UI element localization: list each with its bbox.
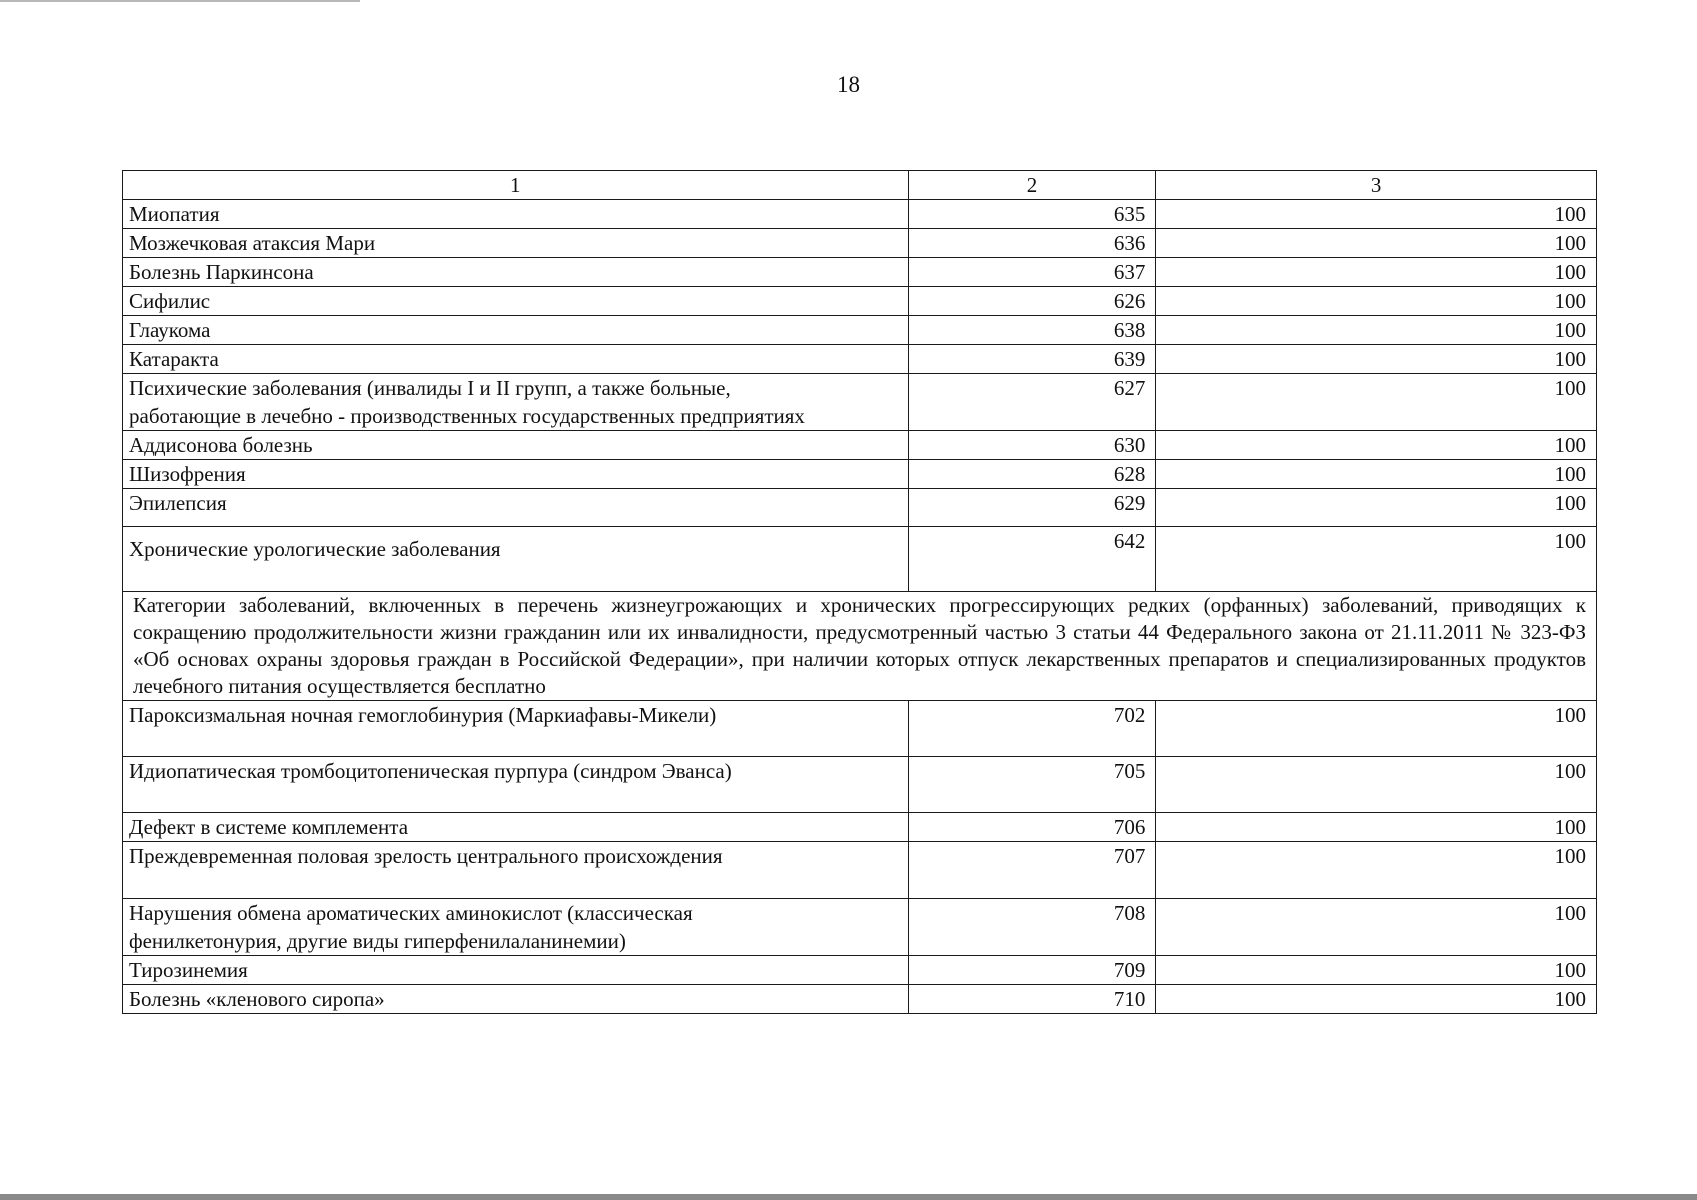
disease-code: 628 bbox=[908, 460, 1156, 489]
percent-value: 100 bbox=[1156, 345, 1597, 374]
percent-value: 100 bbox=[1156, 956, 1597, 985]
disease-name: Нарушения обмена ароматических аминокислот (классическая фенилкетонурия, другие виды гиперфенилаланинемии) bbox=[123, 899, 909, 956]
percent-value: 100 bbox=[1156, 899, 1597, 956]
percent-value: 100 bbox=[1156, 258, 1597, 287]
disease-name: Аддисонова болезнь bbox=[123, 431, 909, 460]
disease-name: Болезнь Паркинсона bbox=[123, 258, 909, 287]
disease-name: Преждевременная половая зрелость центрального происхождения bbox=[123, 842, 909, 899]
table-row bbox=[123, 374, 1597, 431]
category-description: Категории заболеваний, включенных в перечень жизнеугрожающих и хронических прогрессирующих редких (орфанных) заболеваний, приводящих к сокращению продолжительности жизни гражданин или их инвалидности, предусмотренный частью 3 статьи 44 Федерального закона от 21.11.2011 № 323-ФЗ «Об основах охраны здоровья граждан в Российской Федерации», при наличии которых отпуск лекарственных препаратов и специализированных продуктов лечебного питания осуществляется бесплатно bbox=[123, 592, 1597, 701]
disease-code: 627 bbox=[908, 374, 1156, 431]
table-row bbox=[123, 813, 1597, 842]
percent-value: 100 bbox=[1156, 229, 1597, 258]
percent-value: 100 bbox=[1156, 701, 1597, 757]
disease-name: Мозжечковая атаксия Мари bbox=[123, 229, 909, 258]
percent-value: 100 bbox=[1156, 374, 1597, 431]
disease-name: Сифилис bbox=[123, 287, 909, 316]
table-row bbox=[123, 460, 1597, 489]
scan-top-edge bbox=[0, 0, 360, 2]
column-header-1: 1 bbox=[123, 171, 909, 200]
disease-name: Хронические урологические заболевания bbox=[123, 527, 909, 592]
disease-name: Эпилепсия bbox=[123, 489, 909, 527]
percent-value: 100 bbox=[1156, 287, 1597, 316]
disease-code: 706 bbox=[908, 813, 1156, 842]
disease-code: 702 bbox=[908, 701, 1156, 757]
disease-name: Катаракта bbox=[123, 345, 909, 374]
disease-code: 710 bbox=[908, 985, 1156, 1014]
table-row bbox=[123, 899, 1597, 956]
disease-code: 626 bbox=[908, 287, 1156, 316]
category-row bbox=[123, 592, 1597, 701]
table-row bbox=[123, 701, 1597, 757]
percent-value: 100 bbox=[1156, 489, 1597, 527]
disease-code: 708 bbox=[908, 899, 1156, 956]
disease-name: Шизофрения bbox=[123, 460, 909, 489]
table-row bbox=[123, 842, 1597, 899]
table-header-row bbox=[123, 171, 1597, 200]
disease-name: Болезнь «кленового сиропа» bbox=[123, 985, 909, 1014]
disease-name: Идиопатическая тромбоцитопеническая пурпура (синдром Эванса) bbox=[123, 757, 909, 813]
column-header-2: 2 bbox=[908, 171, 1156, 200]
disease-code: 709 bbox=[908, 956, 1156, 985]
disease-code: 630 bbox=[908, 431, 1156, 460]
disease-table bbox=[122, 170, 1597, 1014]
percent-value: 100 bbox=[1156, 431, 1597, 460]
disease-code: 637 bbox=[908, 258, 1156, 287]
table-row bbox=[123, 985, 1597, 1014]
disease-name: Пароксизмальная ночная гемоглобинурия (Маркиафавы-Микели) bbox=[123, 701, 909, 757]
table-row bbox=[123, 200, 1597, 229]
disease-code: 635 bbox=[908, 200, 1156, 229]
disease-code: 642 bbox=[908, 527, 1156, 592]
disease-code: 707 bbox=[908, 842, 1156, 899]
disease-code: 636 bbox=[908, 229, 1156, 258]
table-row bbox=[123, 757, 1597, 813]
table-row bbox=[123, 489, 1597, 527]
percent-value: 100 bbox=[1156, 813, 1597, 842]
disease-name: Миопатия bbox=[123, 200, 909, 229]
percent-value: 100 bbox=[1156, 757, 1597, 813]
percent-value: 100 bbox=[1156, 200, 1597, 229]
column-header-3: 3 bbox=[1156, 171, 1597, 200]
disease-code: 705 bbox=[908, 757, 1156, 813]
disease-name: Тирозинемия bbox=[123, 956, 909, 985]
table-row bbox=[123, 431, 1597, 460]
percent-value: 100 bbox=[1156, 460, 1597, 489]
disease-code: 639 bbox=[908, 345, 1156, 374]
percent-value: 100 bbox=[1156, 316, 1597, 345]
table-row bbox=[123, 229, 1597, 258]
table-row bbox=[123, 258, 1597, 287]
table-row bbox=[123, 287, 1597, 316]
disease-name: Психические заболевания (инвалиды I и II групп, а также больные, работающие в лечебно - производственных государственных предприятиях bbox=[123, 374, 909, 431]
percent-value: 100 bbox=[1156, 985, 1597, 1014]
disease-name: Дефект в системе комплемента bbox=[123, 813, 909, 842]
scan-bottom-edge bbox=[0, 1194, 1697, 1200]
percent-value: 100 bbox=[1156, 527, 1597, 592]
table-row bbox=[123, 527, 1597, 592]
percent-value: 100 bbox=[1156, 842, 1597, 899]
table-row bbox=[123, 956, 1597, 985]
table-row bbox=[123, 316, 1597, 345]
disease-code: 629 bbox=[908, 489, 1156, 527]
disease-name: Глаукома bbox=[123, 316, 909, 345]
page-number: 18 bbox=[837, 72, 860, 97]
table-row bbox=[123, 345, 1597, 374]
disease-code: 638 bbox=[908, 316, 1156, 345]
